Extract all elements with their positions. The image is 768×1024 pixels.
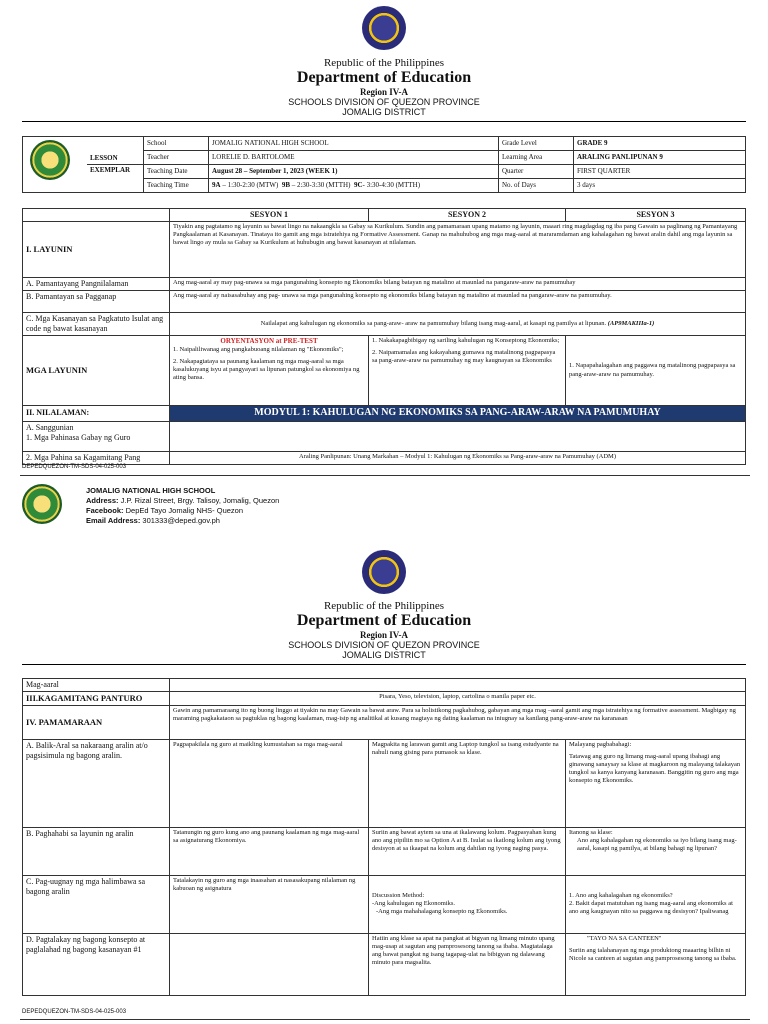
- time-value: 9A – 1:30-2:30 (MTW) 9B – 2:30-3:30 (MTTH) 9C- 3:30-4:30 (MTTH): [209, 179, 499, 193]
- division-text-2: SCHOOLS DIVISION OF QUEZON PROVINCE: [288, 640, 480, 650]
- days-value: 3 days: [574, 179, 746, 193]
- footer-divider-2: [20, 1019, 750, 1020]
- district-text: JOMALIG DISTRICT: [342, 107, 426, 117]
- pagtalakay-label: D. Pagtalakay ng bagong konsepto at paglalahad ng bagong kasanayan #1: [23, 933, 170, 995]
- balik-aral-s2: Magpakita ng larawan gamit ang Laptop tungkol sa isang estudyante na nahuli nang gising para pumasok sa klase.: [369, 739, 566, 827]
- date-value: August 28 – September 1, 2023 (WEEK 1): [209, 165, 499, 179]
- letterhead: [0, 57, 768, 117]
- time-label: Teaching Time: [144, 179, 209, 193]
- department-title-2: Department of Education: [296, 612, 472, 629]
- kasanayan-text: Nailalapat ang kahulugan ng ekonomiks sa pang-araw- araw na pamumuhay bilang isang mag-aaral, at kasapi ng pamilya at lipunan. (AP9MAKIIIa-1): [170, 313, 746, 336]
- session-1-header: SESYON 1: [170, 209, 369, 222]
- teacher-value: LORELIE D. BARTOLOME: [209, 151, 499, 165]
- lesson-label: LESSON: [87, 137, 144, 165]
- mga-layunin-label: MGA LAYUNIN: [23, 336, 170, 406]
- header-divider: [22, 121, 746, 122]
- letterhead-2: [0, 600, 768, 660]
- paguugnay-s3: 1. Ano ang kahalagahan ng ekonomiks? 2. Bakit dapat matutuhan ng isang mag-aaral ang ekonomiks at ano ang kaugnayan nito sa paggawa ng desisyon? Ipaliwanag: [566, 875, 746, 933]
- pahina-label: 2. Mga Pahina sa Kagamitang Pang: [23, 451, 170, 464]
- session-3-objectives: 1. Napapahalagahan ang paggawa ng matalinong pagpapasya sa pang-araw-araw na pamumuhay.: [566, 336, 746, 406]
- blank-header: [23, 209, 170, 222]
- republic-text-2: Republic of the Philippines: [323, 600, 445, 612]
- lesson-plan-table-1: [22, 208, 746, 465]
- balik-aral-s3: Malayang pagbabahagi: Tatawag ang guro ng limang mag-aaral upang ibahagi ang ginawang sanaysay sa klase at magkaroon ng malayang talakayan tungkol sa kanya kanyang karanasan. Banggitin ng guro ang mga konsepto ng Ekonomiks.: [566, 739, 746, 827]
- school-label: School: [144, 137, 209, 151]
- grade-value: GRADE 9: [574, 137, 746, 151]
- division-text: SCHOOLS DIVISION OF QUEZON PROVINCE: [288, 97, 480, 107]
- area-label: Learning Area: [499, 151, 574, 165]
- paguugnay-s1: Tatalakayin ng guro ang mga inaasahan at nasasakupang nilalaman ng kabuoan ng asignatura: [170, 875, 369, 933]
- school-footer: [20, 478, 750, 530]
- lesson-plan-table-2: [22, 678, 746, 996]
- modyul-title: MODYUL 1: KAHULUGAN NG EKONOMIKS SA PANG-ARAW-ARAW NA PAMUMUHAY: [170, 406, 746, 422]
- footer-divider: [20, 475, 750, 476]
- pamantayang-text: Ang mag-aaral ay may pag-unawa sa mga pangunahing konsepto ng Ekonomiks bilang batayan ng matalino at maunlad na pangaraw-araw na pamumuhay: [170, 278, 746, 291]
- oryentasyon-title: ORYENTASYON at PRE-TEST: [220, 337, 318, 345]
- quarter-label: Quarter: [499, 165, 574, 179]
- date-label: Teaching Date: [144, 165, 209, 179]
- pagtalakay-s3: "TAYO NA SA CANTEEN" Suriin ang talahanayan ng mga produktong maaaring bilhin ni Nicole sa canteen at sagutan ang pamprosesong tanong sa ibaba.: [566, 933, 746, 995]
- sanggunian-label: A. Sanggunian 1. Mga Pahinasa Gabay ng Guro: [23, 421, 170, 451]
- pagtalakay-s2: Hatiin ang klase sa apat na pangkat at bigyan ng limang minuto upang mag-usap at sagutan ang pamprosesong tanong sa ibaba. Magtatalaga ang bawat pangkat ng isang tagapag-ulat na bibigyan ng dalawang minuto para magsalita.: [369, 933, 566, 995]
- kagamitan-label: III.KAGAMITANG PANTURO: [23, 692, 170, 706]
- republic-text: Republic of the Philippines: [323, 57, 445, 69]
- paghahabi-label: B. Paghahabi sa layunin ng aralin: [23, 827, 170, 875]
- paghahabi-s1: Tatanungin ng guro kung ano ang paunang kaalaman ng mga mag-aaral sa asignaturang Ekonomiya.: [170, 827, 369, 875]
- quarter-value: FIRST QUARTER: [574, 165, 746, 179]
- paguugnay-s2: Discussion Method: -Ang kahulugan ng Ekonomiks. -Ang mga mahahalagang konsepto ng Ekonomiks.: [369, 875, 566, 933]
- kagamitan-text: Pisara, Yeso, television, laptop, cartolina o manila paper etc.: [170, 692, 746, 706]
- pamamaraan-label: IV. PAMAMARAAN: [23, 705, 170, 739]
- pagganap-label: B. Pamantayan sa Pagganap: [23, 291, 170, 313]
- session-2-objectives: 1. Nakakapagbibigay ng sariling kahulugan ng Konseptong Ekonomiks; 2. Naipamamalas ang kakayahang gumawa ng matalinong pagpapasya sa pang-araw-araw na pamumuhay ng may kaugnayan sa Ekonomiks: [369, 336, 566, 406]
- paguugnay-label: C. Pag-uugnay ng mga halimbawa sa bagong aralin: [23, 875, 170, 933]
- exemplar-label: EXEMPLAR: [87, 165, 144, 193]
- footer-text: JOMALIG NATIONAL HIGH SCHOOL Address: J.P. Rizal Street, Brgy. Talisoy, Jomalig, Quezon Facebook: DepEd Tayo Jomalig NHS- Quezon Email Address: 301333@deped.gov.ph: [86, 486, 280, 526]
- balik-aral-s1: Pagpapakilala ng guro at maikling kumustahan sa mga mag-aaral: [170, 739, 369, 827]
- region-text-2: Region IV-A: [359, 630, 409, 640]
- pagganap-text: Ang mag-aaral ay naisasabuhay ang pag- unawa sa mga pangunahing konsepto ng ekonomiks bilang batayan ng matalino at maunlad na pangaraw-araw na pamumuhay.: [170, 291, 746, 313]
- footer-school-logo: [22, 484, 62, 524]
- session-3-header: SESYON 3: [566, 209, 746, 222]
- lesson-info-table: [22, 136, 746, 193]
- pamamaraan-text: Gawin ang pamamaraang ito ng buong linggo at tiyakin na may Gawain sa bawat araw. Para sa holistikong pagkahubog, gabayan ang mga mag –aaral gamit ang mga istratehiya ng formative assessment. Magbigay ng maraming pagkakataon sa pagtuklas ng bagong kaalaman, mag-isip ng analitikal at kusang magtaya ng dating kaalaman na iniugnay sa kanilang pang-araw-araw na karanasan: [170, 705, 746, 739]
- magaaral-label: Mag-aaral: [23, 679, 170, 692]
- teacher-label: Teacher: [144, 151, 209, 165]
- region-text: Region IV-A: [359, 87, 409, 97]
- session-2-header: SESYON 2: [369, 209, 566, 222]
- deped-seal: [362, 6, 406, 50]
- grade-label: Grade Level: [499, 137, 574, 151]
- school-value: JOMALIG NATIONAL HIGH SCHOOL: [209, 137, 499, 151]
- header-divider-2: [22, 664, 746, 665]
- days-label: No. of Days: [499, 179, 574, 193]
- nilalaman-label: II. NILALAMAN:: [23, 406, 170, 422]
- district-text-2: JOMALIG DISTRICT: [342, 650, 426, 660]
- layunin-label: I. LAYUNIN: [23, 222, 170, 278]
- balik-aral-label: A. Balik-Aral sa nakaraang aralin at/o pagsisimula ng bagong aralin.: [23, 739, 170, 827]
- doc-code-2: DEPEDQUEZON-TM-SDS-04-025-003: [22, 1009, 127, 1015]
- magaaral-value: [170, 679, 746, 692]
- pahina-text: Araling Panlipunan: Unang Markahan – Modyul 1: Kahulugan ng Ekonomiks sa Pang-araw-araw na Pamumuhay (ADM): [170, 451, 746, 464]
- department-title: Department of Education: [296, 69, 472, 86]
- paghahabi-s3: Itanong sa klase: Ano ang kahalagahan ng ekonomiks sa iyo bilang isang mag-aaral, kasapi ng pamilya, at bilang bahagi ng lipunan?: [566, 827, 746, 875]
- session-1-objectives: ORYENTASYON at PRE-TEST 1. Naipaliliwanag ang pangkabuoang nilalaman ng "Ekonomiks"; 2. Nakapagtataya sa paunang kaalaman ng mga mag-aaral sa mga kasalukuyang isyu at pangyayari sa lipunan patungkol sa ekonomiya ng ating bansa.: [170, 336, 369, 406]
- layunin-text: Tiyakin ang pagtatamo ng layunin sa bawat lingo na nakaangkla sa Gabay sa Kurikulum. Sundin ang pamamaraan upang matamo ng layunin, maaari ring magdagdag ng iba pang Gawain sa paglinang ng Pamantayang Pangkaalaman at Kasanayan. Tinataya ito gamit ang mga istratehiya ng Formative Assessment. Ganap na mahuhubog ang mga mag-aaral at mararamdaman ang kahalagahan ng bawat aralin dahil ang mga layunin sa bawat lingo ay mula sa Gabay sa Kurikulum at huhubugin ang bawat kasanayan at nilalaman.: [170, 222, 746, 278]
- paghahabi-s2: Suriin ang bawat aytem sa una at ikalawang kolum. Pagpasyahan kung ano ang pipiliin mo sa Option A at B. Isulat sa ikatlong kolum ang iyong desisyon at sa ikaapat na kolum ang dahilan ng iyong naging pasya.: [369, 827, 566, 875]
- doc-code-1: DEPEDQUEZON-TM-SDS-04-025-003: [22, 464, 127, 470]
- kasanayan-label: C. Mga Kasanayan sa Pagkatuto Isulat ang code ng bawat kasanayan: [23, 313, 170, 336]
- area-value: ARALING PANLIPUNAN 9: [574, 151, 746, 165]
- deped-seal-2: [362, 550, 406, 594]
- pamantayang-label: A. Pamantayang Pangnilalaman: [23, 278, 170, 291]
- sanggunian-value: [170, 421, 746, 451]
- pagtalakay-s1: [170, 933, 369, 995]
